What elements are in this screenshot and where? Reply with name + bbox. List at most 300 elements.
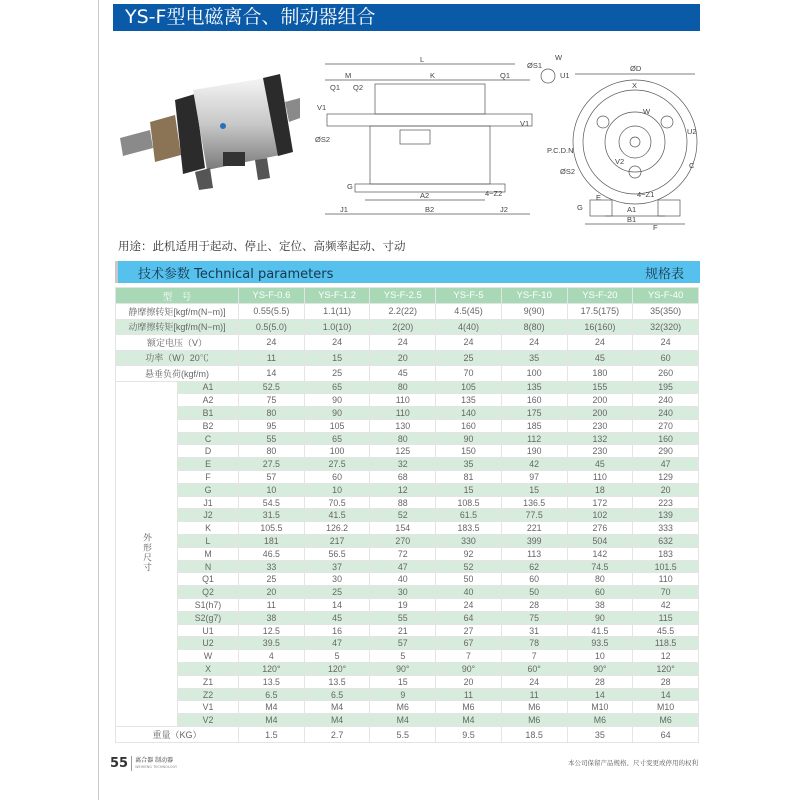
dimension-label: V2 <box>178 714 239 727</box>
table-cell: 47 <box>304 637 370 650</box>
table-cell: 270 <box>633 419 699 432</box>
table-cell: 1.0(10) <box>304 319 370 335</box>
table-cell: 181 <box>239 535 305 548</box>
table-row <box>116 458 699 471</box>
table-cell: 230 <box>567 419 633 432</box>
table-cell: 90 <box>304 394 370 407</box>
table-cell: 160 <box>436 419 502 432</box>
label-S2: ØS2 <box>315 135 331 144</box>
table-cell: 11 <box>436 688 502 701</box>
model-header-cell: YS-F-10 <box>501 288 567 304</box>
model-header-cell: YS-F-5 <box>436 288 502 304</box>
table-cell: 64 <box>633 727 699 743</box>
dimension-label: U1 <box>178 624 239 637</box>
table-cell: 14 <box>567 688 633 701</box>
table-cell: 45 <box>567 350 633 366</box>
dimension-label: W <box>178 650 239 663</box>
table-cell: 42 <box>501 458 567 471</box>
label-V1: V1 <box>520 119 530 128</box>
table-cell: 15 <box>304 350 370 366</box>
table-row <box>116 599 699 612</box>
table-cell: 32 <box>370 458 436 471</box>
table-cell: 1.1(11) <box>304 304 370 320</box>
table-cell: 2(20) <box>370 319 436 335</box>
table-cell: 55 <box>370 611 436 624</box>
dimension-group-label <box>116 381 178 727</box>
table-cell: 240 <box>633 407 699 420</box>
model-header-cell: YS-F-20 <box>567 288 633 304</box>
table-cell: 160 <box>633 432 699 445</box>
dimension-label: L <box>178 535 239 548</box>
table-cell: 185 <box>501 419 567 432</box>
table-cell: 27.5 <box>239 458 305 471</box>
table-cell: M6 <box>501 701 567 714</box>
dimension-label: J2 <box>178 509 239 522</box>
table-cell: 8(80) <box>501 319 567 335</box>
table-cell: 15 <box>501 483 567 496</box>
table-row <box>116 573 699 586</box>
table-row <box>116 547 699 560</box>
table-cell: 50 <box>501 586 567 599</box>
table-cell: 0.55(5.5) <box>239 304 305 320</box>
page-margin-line <box>98 0 99 800</box>
table-cell: 504 <box>567 535 633 548</box>
table-cell: 7 <box>501 650 567 663</box>
table-row <box>116 407 699 420</box>
table-cell: 110 <box>633 573 699 586</box>
table-cell: 24 <box>501 335 567 351</box>
label-J2: J2 <box>500 205 508 214</box>
table-cell: 5.5 <box>370 727 436 743</box>
table-cell: 100 <box>304 445 370 458</box>
table-row <box>116 675 699 688</box>
table-row <box>116 304 699 320</box>
table-cell: M4 <box>239 701 305 714</box>
table-cell: 276 <box>567 522 633 535</box>
table-cell: 45 <box>304 611 370 624</box>
table-cell: 16 <box>304 624 370 637</box>
table-cell: M4 <box>304 701 370 714</box>
dimension-label: Q1 <box>178 573 239 586</box>
model-header-cell: YS-F-2.5 <box>370 288 436 304</box>
table-cell: 120° <box>633 663 699 676</box>
table-cell: 28 <box>633 675 699 688</box>
row-label: 动摩擦转矩[kgf/m(N−m)] <box>116 319 239 335</box>
table-cell: 45.5 <box>633 624 699 637</box>
table-cell: 52 <box>370 509 436 522</box>
table-cell: 12 <box>633 650 699 663</box>
table-cell: 41.5 <box>567 624 633 637</box>
table-row <box>116 335 699 351</box>
label-Q2: Q2 <box>353 83 364 92</box>
table-cell: 75 <box>239 394 305 407</box>
dimension-label: A2 <box>178 394 239 407</box>
table-cell: 24 <box>370 335 436 351</box>
usage-text: 用途：此机适用于起动、停止、定位、高频率起动、寸动 <box>118 239 406 253</box>
table-cell: 25 <box>436 350 502 366</box>
model-header: 型 号 <box>116 288 239 304</box>
dimension-label: M <box>178 547 239 560</box>
table-row <box>116 432 699 445</box>
table-cell: 223 <box>633 496 699 509</box>
label-S1: ØS1 <box>527 61 543 70</box>
table-cell: 65 <box>304 432 370 445</box>
table-cell: 11 <box>239 350 305 366</box>
table-cell: 333 <box>633 522 699 535</box>
section-header <box>115 261 700 283</box>
label-S2: ØS2 <box>560 167 576 176</box>
label-U2: U2 <box>687 127 697 136</box>
dimension-label: F <box>178 471 239 484</box>
table-row <box>116 366 699 382</box>
table-cell: 16(160) <box>567 319 633 335</box>
table-cell: 74.5 <box>567 560 633 573</box>
table-cell: M6 <box>436 701 502 714</box>
table-row <box>116 624 699 637</box>
table-cell: 20 <box>239 586 305 599</box>
table-cell: 80 <box>239 407 305 420</box>
table-cell: 60° <box>501 663 567 676</box>
table-cell: 330 <box>436 535 502 548</box>
table-cell: 81 <box>436 471 502 484</box>
table-cell: 31 <box>501 624 567 637</box>
table-cell: 130 <box>370 419 436 432</box>
label-C: C <box>689 161 695 170</box>
table-cell: 150 <box>436 445 502 458</box>
label-A1: A1 <box>627 205 637 214</box>
label-F: F <box>653 223 658 232</box>
table-cell: 60 <box>633 350 699 366</box>
table-row <box>116 419 699 432</box>
table-cell: 10 <box>567 650 633 663</box>
table-cell: 24 <box>501 675 567 688</box>
table-cell: 5 <box>304 650 370 663</box>
table-cell: 25 <box>304 586 370 599</box>
table-row <box>116 381 699 394</box>
row-label: 重量（KG） <box>116 727 239 743</box>
table-cell: 105 <box>304 419 370 432</box>
table-cell: 31.5 <box>239 509 305 522</box>
table-cell: 120° <box>239 663 305 676</box>
table-row <box>116 560 699 573</box>
table-cell: 62 <box>501 560 567 573</box>
table-cell: 21 <box>370 624 436 637</box>
table-cell: 20 <box>436 675 502 688</box>
table-cell: 32(320) <box>633 319 699 335</box>
table-cell: 90 <box>436 432 502 445</box>
model-header-cell: YS-F-0.6 <box>239 288 305 304</box>
table-row <box>116 471 699 484</box>
label-B1: B1 <box>627 215 637 224</box>
table-cell: 14 <box>633 688 699 701</box>
table-cell: 64 <box>436 611 502 624</box>
table-cell: 90° <box>370 663 436 676</box>
table-cell: 80 <box>239 445 305 458</box>
dimension-label: B1 <box>178 407 239 420</box>
table-row <box>116 650 699 663</box>
table-cell: 75 <box>501 611 567 624</box>
table-cell: 35(350) <box>633 304 699 320</box>
label-U1: U1 <box>560 71 570 80</box>
dimension-label: G <box>178 483 239 496</box>
table-cell: 190 <box>501 445 567 458</box>
table-cell: 24 <box>633 335 699 351</box>
dimension-label: B2 <box>178 419 239 432</box>
table-cell: 240 <box>633 394 699 407</box>
table-cell: 154 <box>370 522 436 535</box>
table-cell: 9 <box>370 688 436 701</box>
table-cell: 60 <box>304 471 370 484</box>
table-cell: 24 <box>239 335 305 351</box>
table-cell: 115 <box>633 611 699 624</box>
table-cell: 110 <box>370 394 436 407</box>
table-cell: 56.5 <box>304 547 370 560</box>
table-cell: 24 <box>436 599 502 612</box>
label-K: K <box>430 71 436 80</box>
dimension-label: X <box>178 663 239 676</box>
label-X: X <box>632 81 638 90</box>
label-Z2: 4−Z2 <box>485 189 503 198</box>
table-cell: 2.2(22) <box>370 304 436 320</box>
label-W: W <box>643 107 651 116</box>
table-cell: 260 <box>633 366 699 382</box>
table-cell: 14 <box>239 366 305 382</box>
table-cell: 112 <box>501 432 567 445</box>
table-cell: 183 <box>633 547 699 560</box>
dimension-label: N <box>178 560 239 573</box>
table-cell: 38 <box>239 611 305 624</box>
table-cell: 6.5 <box>239 688 305 701</box>
table-cell: 113 <box>501 547 567 560</box>
table-cell: 72 <box>370 547 436 560</box>
table-cell: 41.5 <box>304 509 370 522</box>
table-cell: 90° <box>436 663 502 676</box>
table-cell: M10 <box>567 701 633 714</box>
label-pcdn: P.C.D.N <box>547 146 574 155</box>
table-cell: 140 <box>436 407 502 420</box>
table-cell: M10 <box>633 701 699 714</box>
table-cell: 125 <box>370 445 436 458</box>
label-W: W <box>555 53 563 62</box>
table-cell: 183.5 <box>436 522 502 535</box>
table-cell: 18 <box>567 483 633 496</box>
label-B2: B2 <box>425 205 435 214</box>
table-cell: 120° <box>304 663 370 676</box>
dimension-drawing <box>315 52 705 232</box>
table-row <box>116 522 699 535</box>
table-cell: 55 <box>239 432 305 445</box>
table-row <box>116 319 699 335</box>
table-cell: 11 <box>239 599 305 612</box>
table-cell: 290 <box>633 445 699 458</box>
table-cell: 35 <box>567 727 633 743</box>
dimension-label: Q2 <box>178 586 239 599</box>
table-row <box>116 509 699 522</box>
table-cell: 28 <box>501 599 567 612</box>
table-cell: 221 <box>501 522 567 535</box>
table-cell: 95 <box>239 419 305 432</box>
table-row <box>116 350 699 366</box>
footer-notice: 本公司保留产品规格、尺寸变更或停用的权利 <box>568 759 698 767</box>
section-title: 技术参数 Technical parameters <box>138 267 334 282</box>
label-V1: V1 <box>317 103 327 112</box>
table-row <box>116 688 699 701</box>
label-L: L <box>420 55 425 64</box>
table-cell: 61.5 <box>436 509 502 522</box>
table-cell: 20 <box>370 350 436 366</box>
table-cell: 270 <box>370 535 436 548</box>
label-V2: V2 <box>615 157 625 166</box>
table-cell: 47 <box>633 458 699 471</box>
label-A2: A2 <box>420 191 430 200</box>
table-cell: 39.5 <box>239 637 305 650</box>
table-cell: 77.5 <box>501 509 567 522</box>
dimension-label: Z1 <box>178 675 239 688</box>
table-cell: 399 <box>501 535 567 548</box>
table-row <box>116 701 699 714</box>
label-Q1: Q1 <box>330 83 341 92</box>
table-cell: 2.7 <box>304 727 370 743</box>
table-cell: 1.5 <box>239 727 305 743</box>
dimension-label: J1 <box>178 496 239 509</box>
table-cell: 13.5 <box>304 675 370 688</box>
table-cell: 7 <box>436 650 502 663</box>
table-cell: 52.5 <box>239 381 305 394</box>
table-cell: 47 <box>370 560 436 573</box>
table-cell: 9(90) <box>501 304 567 320</box>
table-cell: 132 <box>567 432 633 445</box>
table-cell: M6 <box>633 714 699 727</box>
dimension-label: E <box>178 458 239 471</box>
table-cell: 20 <box>633 483 699 496</box>
table-row <box>116 483 699 496</box>
dimension-label: A1 <box>178 381 239 394</box>
table-cell: 632 <box>633 535 699 548</box>
table-cell: 105.5 <box>239 522 305 535</box>
brand-name: 离合器 制动器 <box>135 756 174 764</box>
table-cell: 105 <box>436 381 502 394</box>
table-cell: 18.5 <box>501 727 567 743</box>
table-cell: 180 <box>567 366 633 382</box>
table-cell: 80 <box>370 432 436 445</box>
model-header-cell: YS-F-40 <box>633 288 699 304</box>
table-cell: 129 <box>633 471 699 484</box>
table-cell: 102 <box>567 509 633 522</box>
table-row <box>116 663 699 676</box>
table-cell: 139 <box>633 509 699 522</box>
table-row <box>116 714 699 727</box>
dimension-label: S2(g7) <box>178 611 239 624</box>
table-cell: M6 <box>501 714 567 727</box>
table-row <box>116 611 699 624</box>
table-cell: 60 <box>567 586 633 599</box>
dimension-label: S1(h7) <box>178 599 239 612</box>
table-cell: 80 <box>567 573 633 586</box>
table-cell: 6.5 <box>304 688 370 701</box>
section-right-label: 规格表 <box>644 267 684 282</box>
table-cell: 35 <box>501 350 567 366</box>
table-cell: 70 <box>633 586 699 599</box>
table-cell: 12 <box>370 483 436 496</box>
table-cell: 10 <box>304 483 370 496</box>
table-cell: 70 <box>436 366 502 382</box>
table-cell: 136.5 <box>501 496 567 509</box>
table-cell: 135 <box>436 394 502 407</box>
table-cell: 126.2 <box>304 522 370 535</box>
table-cell: 110 <box>567 471 633 484</box>
table-cell: 27.5 <box>304 458 370 471</box>
table-cell: 4.5(45) <box>436 304 502 320</box>
table-cell: 4 <box>239 650 305 663</box>
table-cell: 35 <box>436 458 502 471</box>
table-cell: 38 <box>567 599 633 612</box>
label-G: G <box>577 203 583 212</box>
table-cell: 97 <box>501 471 567 484</box>
table-cell: 200 <box>567 407 633 420</box>
table-cell: 42 <box>633 599 699 612</box>
table-cell: 160 <box>501 394 567 407</box>
table-cell: M4 <box>370 714 436 727</box>
table-cell: 25 <box>304 366 370 382</box>
table-cell: 17.5(175) <box>567 304 633 320</box>
table-cell: 92 <box>436 547 502 560</box>
table-cell: 37 <box>304 560 370 573</box>
table-cell: 12.5 <box>239 624 305 637</box>
table-cell: 11 <box>501 688 567 701</box>
table-cell: 15 <box>436 483 502 496</box>
table-cell: 27 <box>436 624 502 637</box>
label-Z1: 4−Z1 <box>637 190 655 199</box>
row-label: 悬垂负荷(kgf/m) <box>116 366 239 382</box>
table-cell: 30 <box>370 586 436 599</box>
dimension-label: Z2 <box>178 688 239 701</box>
table-cell: 135 <box>501 381 567 394</box>
model-header-cell: YS-F-1.2 <box>304 288 370 304</box>
table-cell: M4 <box>239 714 305 727</box>
table-cell: 108.5 <box>436 496 502 509</box>
table-cell: 50 <box>436 573 502 586</box>
table-cell: 4(40) <box>436 319 502 335</box>
label-Q1: Q1 <box>500 71 511 80</box>
label-G: G <box>347 182 353 191</box>
table-cell: 45 <box>567 458 633 471</box>
table-cell: 67 <box>436 637 502 650</box>
dimension-label: C <box>178 432 239 445</box>
table-cell: 100 <box>501 366 567 382</box>
dimension-label: V1 <box>178 701 239 714</box>
table-row <box>116 496 699 509</box>
table-cell: 45 <box>370 366 436 382</box>
table-row <box>116 394 699 407</box>
product-photo <box>115 60 300 190</box>
table-cell: 13.5 <box>239 675 305 688</box>
table-cell: 14 <box>304 599 370 612</box>
table-cell: M4 <box>304 714 370 727</box>
table-cell: 142 <box>567 547 633 560</box>
label-D: ØD <box>630 64 642 73</box>
table-cell: 90° <box>567 663 633 676</box>
page-title: YS-F型电磁离合、制动器组合 <box>113 4 700 31</box>
table-cell: 230 <box>567 445 633 458</box>
table-cell: 10 <box>239 483 305 496</box>
label-J1: J1 <box>340 205 348 214</box>
table-cell: 33 <box>239 560 305 573</box>
table-cell: 90 <box>567 611 633 624</box>
table-cell: 68 <box>370 471 436 484</box>
table-cell: 110 <box>370 407 436 420</box>
table-cell: 5 <box>370 650 436 663</box>
table-cell: 80 <box>370 381 436 394</box>
